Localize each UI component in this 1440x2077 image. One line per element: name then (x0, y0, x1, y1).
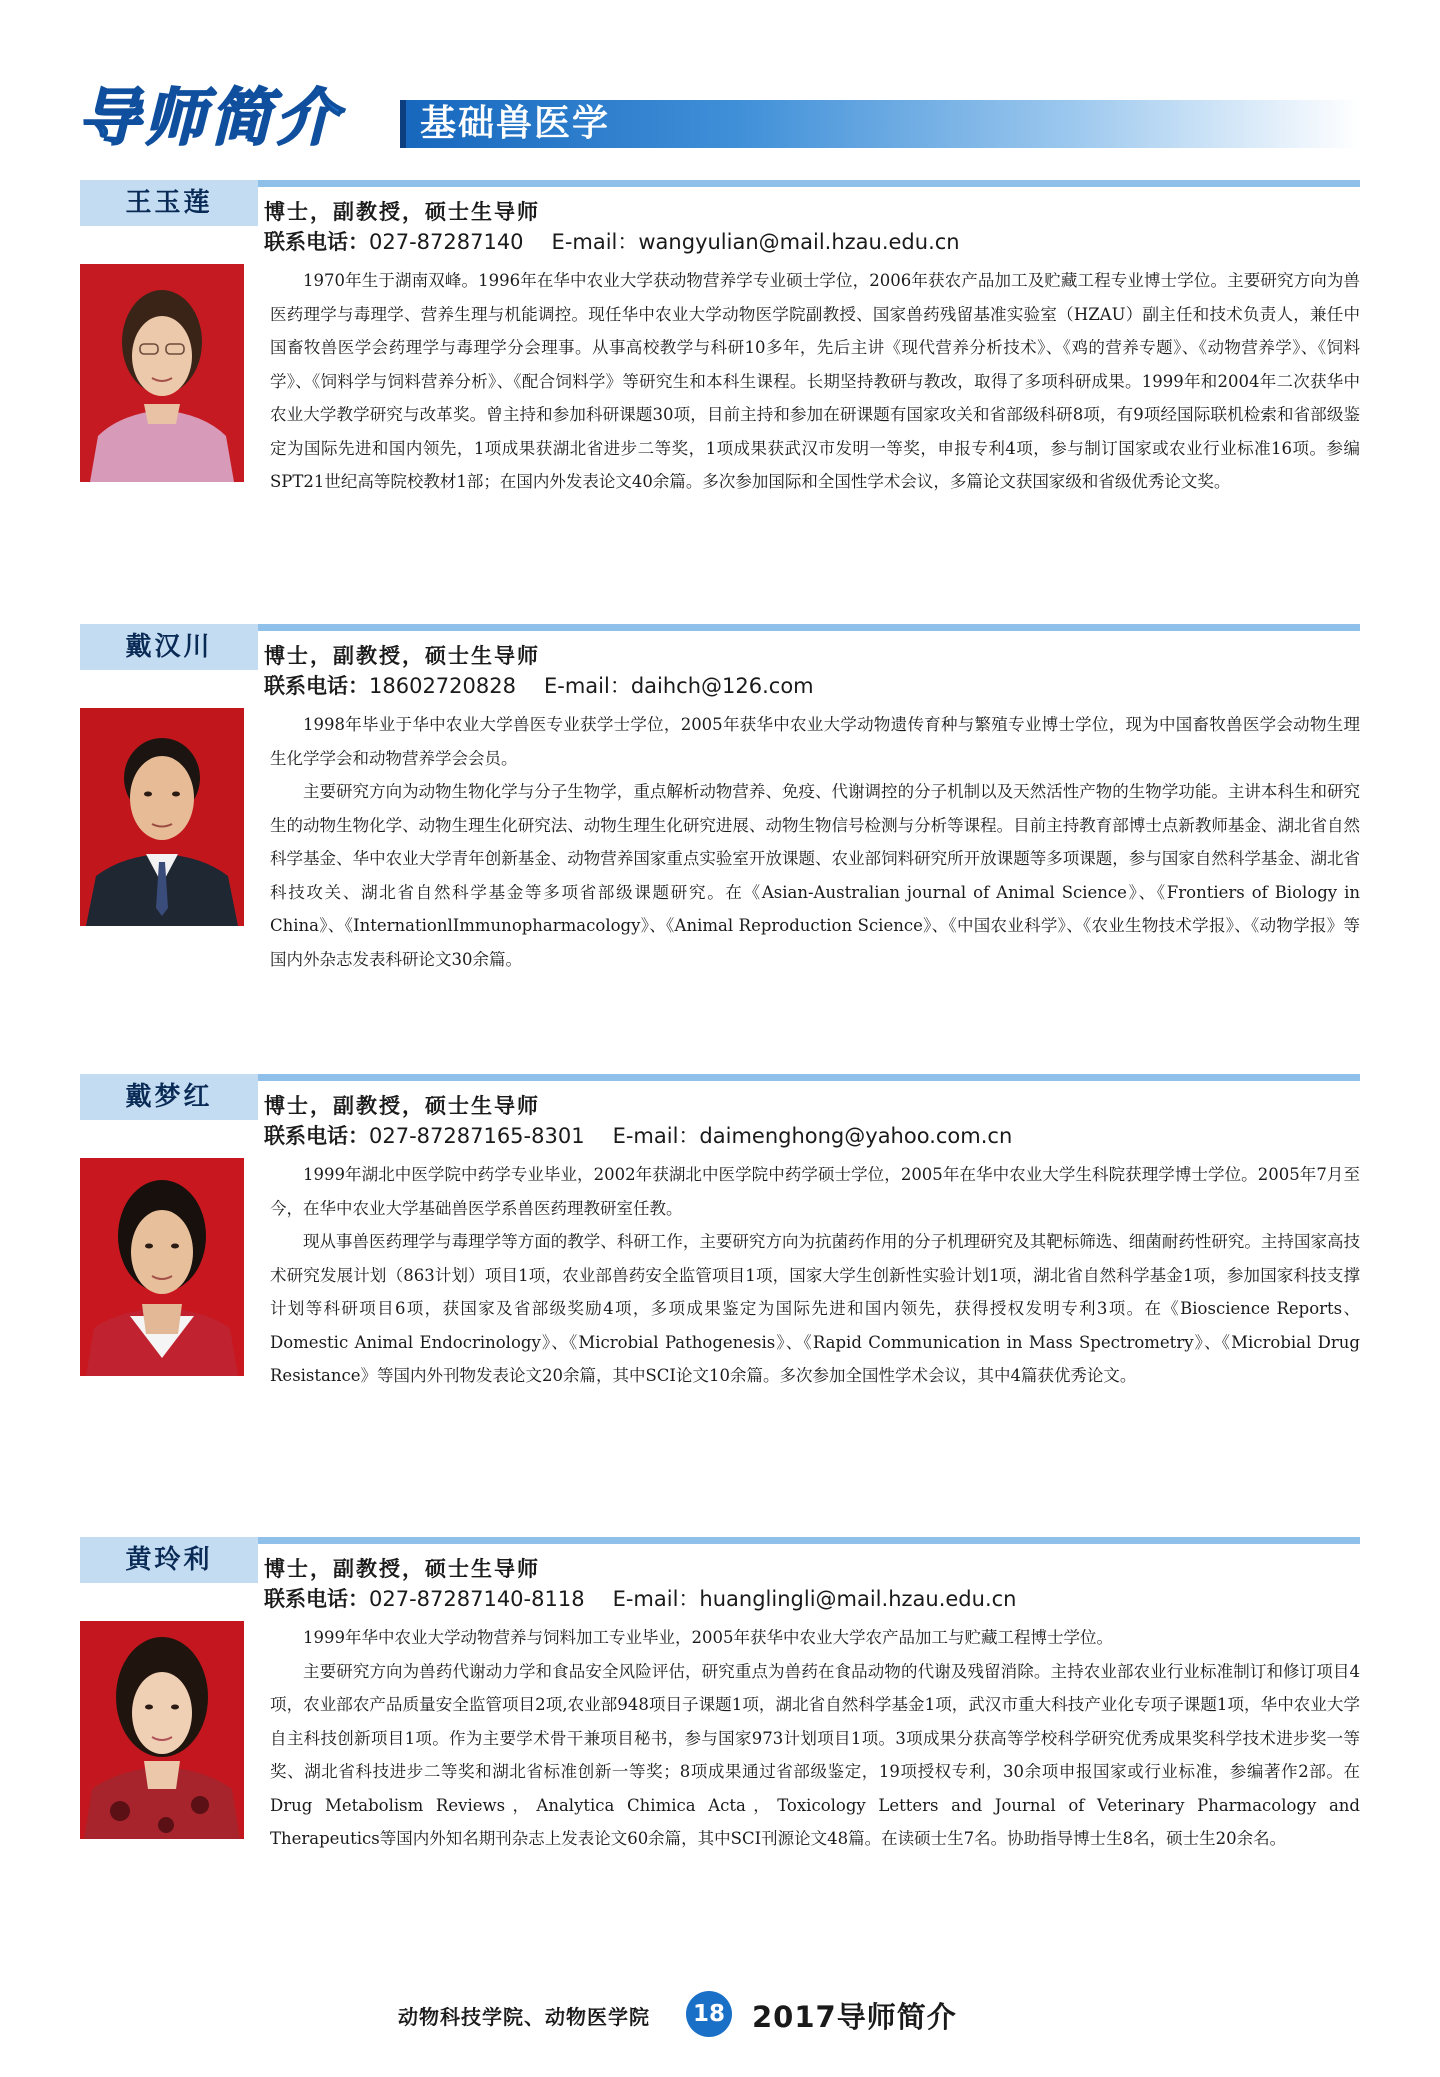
bio-paragraph: 1999年华中农业大学动物营养与饲料加工专业毕业，2005年获华中农业大学农产品加工与贮藏工程博士学位。 (303, 1628, 1113, 1647)
section-divider (258, 1537, 1360, 1544)
mentor-photo (80, 1158, 244, 1376)
mentor-photo (80, 708, 244, 926)
header-banner-accent (400, 100, 406, 148)
mentor-bio (270, 1158, 1360, 1393)
page-number: 18 (686, 1991, 732, 2037)
email-address[interactable]: E-mail：wangyulian@mail.hzau.edu.cn (551, 230, 960, 254)
mentor-contact (264, 1120, 1012, 1150)
phone-number: 027-87287165-8301 (369, 1124, 585, 1148)
page-title: 导师简介 (78, 81, 343, 154)
mentor-title: 博士，副教授，硕士生导师 (264, 1557, 540, 1581)
mentor-name: 黄玲利 (80, 1537, 258, 1583)
mentor-name: 戴梦红 (80, 1074, 258, 1120)
phone-number: 027-87287140-8118 (369, 1587, 585, 1611)
mentor-title: 博士，副教授，硕士生导师 (264, 200, 540, 224)
bio-paragraph: 1999年湖北中医学院中药学专业毕业，2002年获湖北中医学院中药学硕士学位，2005年在华中农业大学生科院获理学博士学位。2005年7月至今，在华中农业大学基础兽医学系兽医药理教研室任教。 (270, 1165, 1360, 1218)
mentor-contact (264, 670, 814, 700)
footer-school: 动物科技学院、动物医学院 (398, 2005, 650, 2029)
phone-label: 联系电话： (264, 1124, 369, 1148)
mentor-name: 戴汉川 (80, 624, 258, 670)
page-subtitle: 基础兽医学 (420, 103, 611, 144)
portrait-image (80, 1621, 244, 1839)
section-divider (258, 624, 1360, 631)
mentor-title: 博士，副教授，硕士生导师 (264, 644, 540, 668)
bio-paragraph: 主要研究方向为动物生物化学与分子生物学，重点解析动物营养、免疫、代谢调控的分子机制以及天然活性产物的生物学功能。主讲本科生和研究生的动物生物化学、动物生理生化研究法、动物生理生化研究进展、动物生物信号检测与分析等课程。目前主持教育部博士点新教师基金、湖北省自然科学基金、华中农业大学青年创新基金、动物营养国家重点实验室开放课题、农业部饲料研究所开放课题等多项课题，参与国家自然科学基金、湖北省科技攻关、湖北省自然科学基金等多项省部级课题研究。在《Asian-Australian journal of Animal Science》、《Frontiers of Biology in China》、《InternationlImmunopharmacology》、《Animal Reproduction Science》、《中国农业科学》、《农业生物技术学报》、《动物学报》等国内外杂志发表科研论文30余篇。 (270, 782, 1360, 969)
mentor-name: 王玉莲 (80, 180, 258, 226)
bio-paragraph: 现从事兽医药理学与毒理学等方面的教学、科研工作，主要研究方向为抗菌药作用的分子机理研究及其靶标筛选、细菌耐药性研究。主持国家高技术研究发展计划（863计划）项目1项，农业部兽药安全监管项目1项，国家大学生创新性实验计划1项，湖北省自然科学基金1项，参加国家科技支撑计划等科研项目6项，获国家及省部级奖励4项，多项成果鉴定为国际先进和国内领先，获得授权发明专利3项。在《Bioscience Reports、Domestic Animal Endocrinology》、《Microbial Pathogenesis》、《Rapid Communication in Mass Spectrometry》、《Microbial Drug Resistance》等国内外刊物发表论文20余篇，其中SCI论文10余篇。多次参加全国性学术会议，其中4篇获优秀论文。 (270, 1232, 1360, 1385)
email-address[interactable]: E-mail：daihch@126.com (543, 674, 814, 698)
bio-paragraph: 1970年生于湖南双峰。1996年在华中农业大学获动物营养学专业硕士学位，2006年获农产品加工及贮藏工程专业博士学位。主要研究方向为兽医药理学与毒理学、营养生理与机能调控。现任华中农业大学动物医学院副教授、国家兽药残留基准实验室（HZAU）副主任和技术负责人，兼任中国畜牧兽医学会药理学与毒理学分会理事。从事高校教学与科研10多年，先后主讲《现代营养分析技术》、《鸡的营养专题》、《动物营养学》、《饲料学》、《饲料学与饲料营养分析》、《配合饲料学》等研究生和本科生课程。长期坚持教研与教改，取得了多项科研成果。1999年和2004年二次获华中农业大学教学研究与改革奖。曾主持和参加科研课题30项，目前主持和参加在研课题有国家攻关和省部级科研8项，有9项经国际联机检索和省部级鉴定为国际先进和国内领先，1项成果获湖北省进步二等奖，1项成果获武汉市发明一等奖，申报专利4项，参与制订国家或农业行业标准16项。参编SPT21世纪高等院校教材1部；在国内外发表论文40余篇。多次参加国际和全国性学术会议，多篇论文获国家级和省级优秀论文奖。 (270, 271, 1360, 491)
mentor-bio (270, 708, 1360, 976)
email-address[interactable]: E-mail：huanglingli@mail.hzau.edu.cn (612, 1587, 1017, 1611)
phone-number: 18602720828 (369, 674, 516, 698)
portrait-image (80, 264, 244, 482)
portrait-image (80, 1158, 244, 1376)
phone-label: 联系电话： (264, 1587, 369, 1611)
mentor-contact (264, 226, 960, 256)
section-divider (258, 180, 1360, 187)
mentor-bio (270, 264, 1360, 499)
email-address[interactable]: E-mail：daimenghong@yahoo.com.cn (612, 1124, 1013, 1148)
section-divider (258, 1074, 1360, 1081)
bio-paragraph: 1998年毕业于华中农业大学兽医专业获学士学位，2005年获华中农业大学动物遗传育种与繁殖专业博士学位，现为中国畜牧兽医学会动物生理生化学学会和动物营养学会会员。 (270, 715, 1360, 768)
mentor-title: 博士，副教授，硕士生导师 (264, 1094, 540, 1118)
footer-doc-title: 2017导师简介 (752, 2000, 957, 2034)
mentor-photo (80, 1621, 244, 1839)
bio-paragraph: 主要研究方向为兽药代谢动力学和食品安全风险评估，研究重点为兽药在食品动物的代谢及残留消除。主持农业部农业行业标准制订和修订项目4项，农业部农产品质量安全监管项目2项,农业部948项目子课题1项，湖北省自然科学基金1项，武汉市重大科技产业化专项子课题1项，华中农业大学自主科技创新项目1项。作为主要学术骨干兼项目秘书，参与国家973计划项目1项。3项成果分获高等学校科学研究优秀成果奖科学技术进步奖一等奖、湖北省科技进步二等奖和湖北省标准创新一等奖；8项成果通过省部级鉴定，19项授权专利，30余项申报国家或行业标准，参编著作2部。在Drug Metabolism Reviews，Analytica Chimica Acta，Toxicology Letters and Journal of Veterinary Pharmacology and Therapeutics等国内外知名期刊杂志上发表论文60余篇，其中SCI刊源论文48篇。在读硕士生7名。协助指导博士生8名，硕士生20余名。 (270, 1661, 1360, 1848)
phone-label: 联系电话： (264, 674, 369, 698)
mentor-contact (264, 1583, 1016, 1613)
mentor-photo (80, 264, 244, 482)
portrait-image (80, 708, 244, 926)
phone-number: 027-87287140 (369, 230, 524, 254)
phone-label: 联系电话： (264, 230, 369, 254)
mentor-bio (270, 1621, 1360, 1856)
